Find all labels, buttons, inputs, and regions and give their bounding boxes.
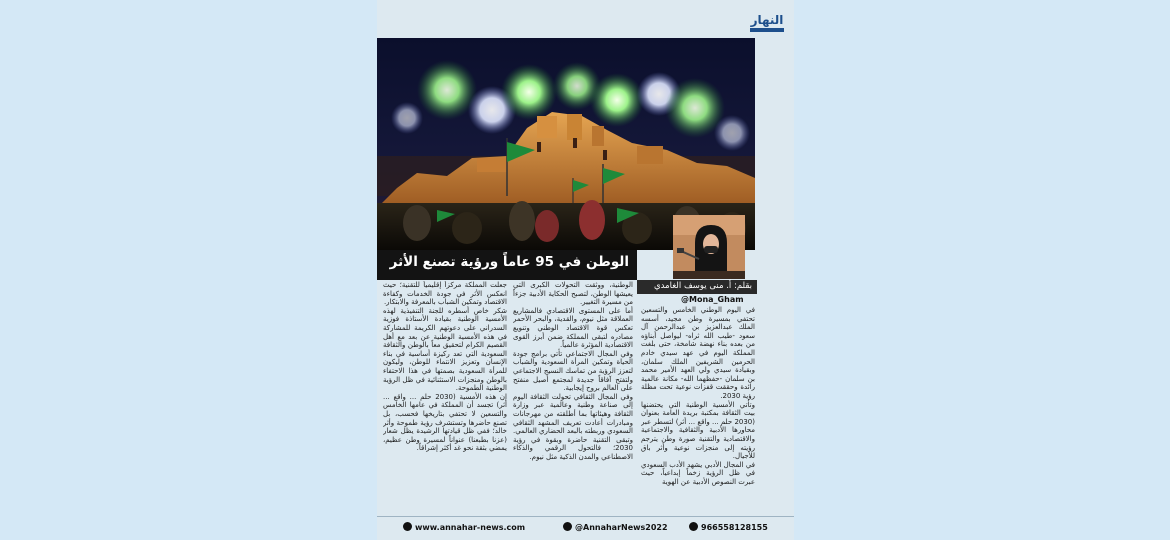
paragraph: جعلت المملكة مركزاً إقليمياً للتقنية؛ حيث انعكس الأثر في جودة الخدمات وكفاءة الاقتصاد وتمكين الشباب بالمعرفة والابتكار.: [383, 281, 507, 307]
footer-social[interactable]: [563, 522, 668, 532]
article-column-right: [641, 306, 755, 518]
paragraph: وتأتي الأمسية الوطنية التي يحتضنها بيت الثقافة بمكتبة بريدة العامة بعنوان (2030 حلم ... واقع ... أثر) لتسطر عبر محاورها الأدبية والثقافية والاجتماعية والاقتصادية والتقنية صورة وطن يترجم رؤيته إلى منجزات نوعية وأثر باق للأجيال.: [641, 400, 755, 461]
footer-website[interactable]: [403, 522, 525, 532]
article-headline: الوطن في 95 عاماً ورؤية تصنع الأثر: [389, 254, 629, 270]
author-handle: @Mona_Gham: [681, 295, 744, 304]
byline-box: [637, 280, 757, 294]
social-text: @AnnaharNews2022: [575, 523, 668, 532]
author-portrait: [673, 215, 745, 279]
paragraph: في اليوم الوطني الخامس والتسعين تحتفي بمسيرة وطن مجيد، أسسه الملك عبدالعزيز بن عبدالرحمن آل سعود -طيب الله ثراه- ليواصل أبناؤه من بعده بناء نهضة شامخة، حتى بلغت المملكة اليوم في عهد سيدي خادم الحرمين الشريفين الملك سلمان، وبقيادة سيدي ولي العهد الأمير محمد بن سلمان -حفظهما الله- مكانة عالمية رائدة وحققت قفزات نوعية تحت مظلة رؤية 2030.: [641, 306, 755, 400]
paragraph: وفي المجال الاجتماعي تأتي برامج جودة الحياة وتمكين المرأة السعودية والشباب لتعزز الرؤية من تماسك النسيج الاجتماعي ولتفتح آفاقاً جديدة لمجتمع أصيل منفتح على العالم بروح إيجابية.: [513, 349, 633, 393]
paragraph: أما على المستوى الاقتصادي فالمشاريع العملاقة مثل نيوم، والقدية، والبحر الأحمر تعكس قوة الاقتصاد الوطني وتنويع مصادره لتبقى المملكة ضمن أبرز القوى الاقتصادية المؤثرة عالمياً.: [513, 306, 633, 350]
paragraph: وفي المجال الثقافي تحولت الثقافة اليوم إلى صناعة وطنية وعالمية عبر وزارة الثقافة وهيئاتها بما أطلقته من مهرجانات ومبادرات أعادت تعريف المشهد الثقافي السعودي وربطته بالبعد الحضاري العالمي.: [513, 392, 633, 436]
newspaper-page: [377, 0, 794, 540]
article-column-left: [383, 281, 507, 517]
headline-bar: [377, 250, 637, 280]
x-social-icon: [563, 522, 572, 531]
newspaper-logo: [750, 13, 784, 35]
website-text: www.annahar-news.com: [415, 523, 526, 532]
phone-text: 966558128155: [701, 523, 768, 532]
globe-icon: [403, 522, 412, 531]
page-footer: [377, 516, 794, 540]
logo-underline: [750, 28, 784, 32]
article-column-middle: [513, 281, 633, 517]
footer-phone[interactable]: [689, 522, 768, 532]
paragraph: في المجال الأدبي يشهد الأدب السعودي في ظل الرؤية زخماً إبداعياً، حيث عبرت النصوص الأدبية عن الهوية: [641, 460, 755, 486]
paragraph: وتبقى التقنية حاضرة وبقوة في رؤية 2030؛ فالتحول الرقمي والذكاء الاصطناعي والمدن الذكية مثل نيوم.: [513, 435, 633, 461]
author-byline: بقلم: أ. منى يوسف الغامدي: [653, 281, 752, 291]
paragraph: الوطنية، ووثقت التحولات الكبرى التي يعيشها الوطن، لتصبح الحكاية الأدبية جزءاً من مسيرة التغيير.: [513, 281, 633, 307]
paragraph: شكر خاص أسطره للجنة التنفيذية لهذه الأمسية الوطنية بقيادة الأستاذة فوزية السدراني على دعوتهم الكريمة للمشاركة في هذه الأمسية الوطنية عن بعد مع أهل القصيم الكرام لتحقيق معاً بالوطن والثقافة السعودية التي تعد ركيزة أساسية في بناء الإنسان وتعزيز الانتماء للوطن، وليكون للمرأة السعودية بصمتها في هذا الاحتفاء بالوطن ومنجزات الاستثنائية في ظل الرؤية الوطنية الطموحة.: [383, 306, 507, 393]
logo-text: النهار: [750, 13, 784, 27]
paragraph: إن هذه الأمسية (2030 حلم ... واقع ... أثر) تجسد أن المملكة في عامها الخامس والتسعين لا تحتفي بتاريخها فحسب، بل تصنع حاضرها وتستشرف رؤية طموحة وأثر خالد؛ ففي ظل قيادتها الرشيدة يظل شعار (عزنا بطبعنا) عنواناً لمسيرة وطن عظيم، يمضي بثقة نحو غد أكثر إشراقاً.: [383, 392, 507, 453]
whatsapp-icon: [689, 522, 698, 531]
